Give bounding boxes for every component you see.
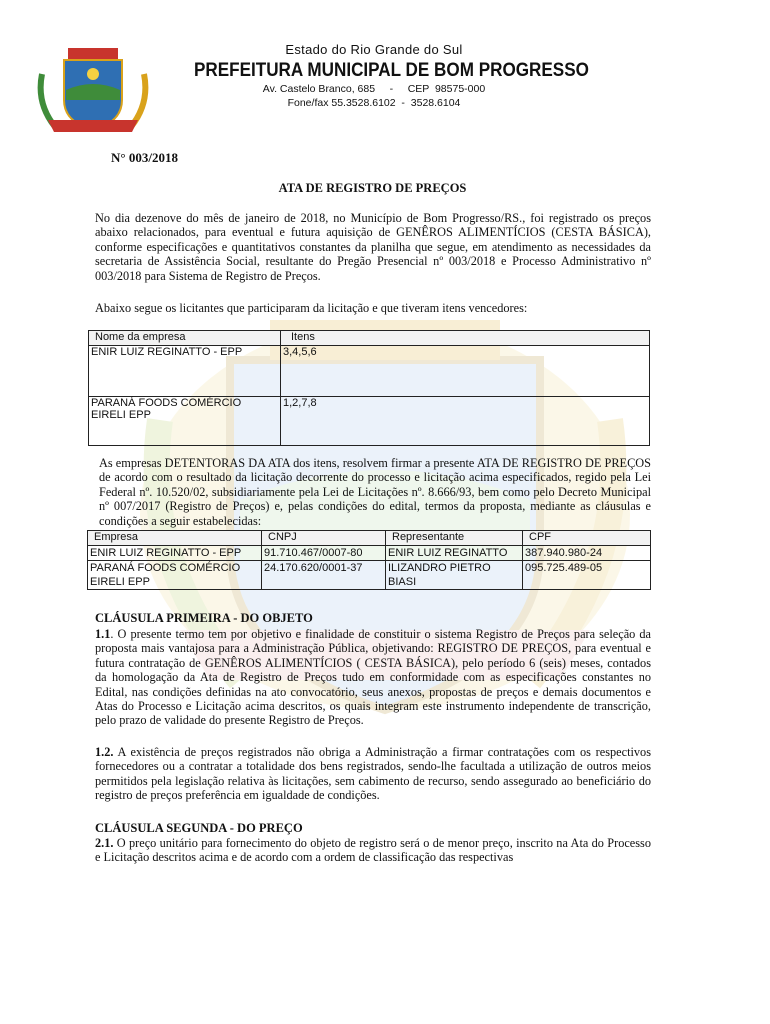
intro-paragraph: No dia dezenove do mês de janeiro de 2018, no Município de Bom Progresso/RS., foi registrado os preços abaixo relacionados, para eventual e futura aquisição de GENÊROS ALIMENTÍCIOS (CESTA BÁSICA), conforme especificações e quantitativos constantes da planilha que segue, em atendimento as necessidades da secretaria de Assistência Social, resultante do Pregão Presencial nº 003/2018 e Processo Administrativo nº 003/2018 para Sistema de Registro de Preços. bbox=[95, 211, 651, 283]
items-cell: 3,4,5,6 bbox=[281, 346, 650, 397]
table-header-row bbox=[88, 531, 651, 546]
header-state: Estado do Rio Grande do Sul bbox=[285, 42, 463, 57]
company-cell: ENIR LUIZ REGINATTO - EPP bbox=[88, 546, 262, 561]
table-row bbox=[89, 397, 650, 446]
clause-number: 1.1 bbox=[95, 627, 111, 641]
bidders-intro: Abaixo segue os licitantes que participaram da licitação e que tiveram itens vencedores: bbox=[95, 301, 528, 315]
header-title: PREFEITURA MUNICIPAL DE BOM PROGRESSO bbox=[194, 60, 589, 81]
document-title: ATA DE REGISTRO DE PREÇOS bbox=[278, 181, 467, 195]
clause-number: 2.1. bbox=[95, 836, 114, 850]
winners-table bbox=[88, 330, 650, 446]
clause-number: 1.2. bbox=[95, 745, 114, 759]
clause-1-title: CLÁUSULA PRIMEIRA - DO OBJETO bbox=[95, 611, 313, 625]
table-header-representative: Representante bbox=[386, 531, 523, 546]
representative-cell: ENIR LUIZ REGINATTO bbox=[386, 546, 523, 561]
representative-cell: ILIZANDRO PIETRO BIASI bbox=[386, 561, 523, 590]
clause-2-paragraph-1 bbox=[95, 836, 651, 865]
clause-text: O preço unitário para fornecimento do objeto de registro será o de menor preço, inscrito na Ata do Processo e Licitação descritos acima e de acordo com a ordem de classificação das respectivas bbox=[95, 836, 651, 865]
cpf-cell: 095.725.489-05 bbox=[523, 561, 651, 590]
document-number: N° 003/2018 bbox=[111, 150, 178, 165]
table-row bbox=[88, 546, 651, 561]
companies-table bbox=[87, 530, 651, 590]
clause-1-paragraph-2 bbox=[95, 745, 651, 803]
items-cell: 1,2,7,8 bbox=[281, 397, 650, 446]
table-row bbox=[89, 346, 650, 397]
company-cell: ENIR LUIZ REGINATTO - EPP bbox=[89, 346, 281, 397]
header-phone: Fone/fax 55.3528.6102 - 3528.6104 bbox=[287, 97, 461, 109]
table-header-row bbox=[89, 331, 650, 346]
table-header-cnpj: CNPJ bbox=[262, 531, 386, 546]
holders-paragraph: As empresas DETENTORAS DA ATA dos itens, resolvem firmar a presente ATA DE REGISTRO DE PREÇOS de acordo com o resultado da licitação decorrente do processo e licitação acima especificados, regido pela Lei Federal nº. 10.520/02, subsidiariamente pela Lei de Licitações nº. 8.666/93, bem como pelo Decreto Municipal nº 007/2017 (Registro de Preços) e, pelas condições do edital, termos da proposta, mediante as cláusulas e condições a seguir estabelecidas: bbox=[99, 456, 651, 528]
cpf-cell: 387.940.980-24 bbox=[523, 546, 651, 561]
table-header-company: Nome da empresa bbox=[89, 331, 281, 346]
company-cell: PARANÁ FOODS COMÉRCIO EIRELI EPP bbox=[88, 561, 262, 590]
table-header-cpf: CPF bbox=[523, 531, 651, 546]
clause-text: A existência de preços registrados não obriga a Administração a firmar contratações com os respectivos fornecedores ou a contratar a totalidade dos bens registrados, sendo-lhe facultada a utilização de outros meios permitidos pela legislação relativa às licitações, sem cabimento de recurso, sendo assegurado ao beneficiário do registro de preços preferência em igualdade de condições. bbox=[95, 745, 651, 803]
cnpj-cell: 91.710.467/0007-80 bbox=[262, 546, 386, 561]
table-header-company: Empresa bbox=[88, 531, 262, 546]
table-row bbox=[88, 561, 651, 590]
clause-2-title: CLÁUSULA SEGUNDA - DO PREÇO bbox=[95, 821, 303, 835]
cnpj-cell: 24.170.620/0001-37 bbox=[262, 561, 386, 590]
header-address: Av. Castelo Branco, 685 - CEP 98575-000 bbox=[262, 83, 486, 95]
clause-1-paragraph-1 bbox=[95, 627, 651, 728]
municipal-crest-icon bbox=[34, 44, 152, 134]
clause-text: . O presente termo tem por objetivo e finalidade de constituir o sistema Registro de Preços para seleção da proposta mais vantajosa para a Administração Pública, objetivando: REGISTRO DE PREÇOS, para eventual e futura contratação de GENÊROS ALIMENTÍCIOS ( CESTA BÁSICA), pelo período 6 (seis) meses, contados da homologação da Ata de Registro de Preços tudo em conformidade com as especificações constantes no Edital, nas condições definidas na ato convocatório, seus anexos, propostas de preços e demais documentos e Atas do Processo e Licitação acima descritos, os quais integram este instrumento independente de transcrição, pelo prazo de validade do presente Registro de Preços. bbox=[95, 627, 651, 728]
company-cell: PARANÁ FOODS COMÉRCIO EIRELI EPP bbox=[89, 397, 281, 446]
table-header-items: Itens bbox=[281, 331, 650, 346]
